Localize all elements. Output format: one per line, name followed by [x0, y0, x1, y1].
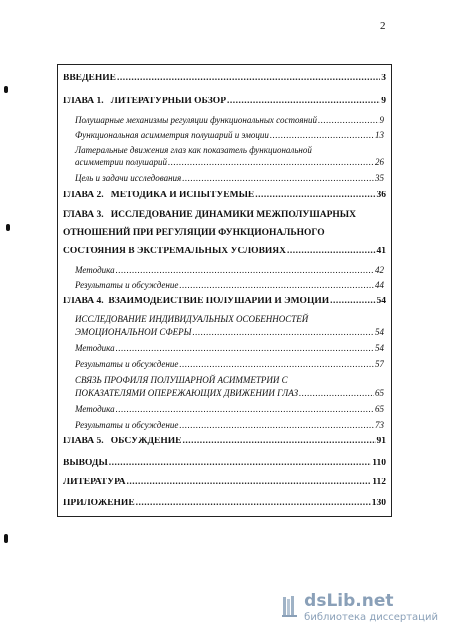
toc-leader: [227, 97, 380, 107]
toc-leader: [318, 116, 379, 125]
toc-page: 110: [372, 459, 386, 468]
toc-page: 91: [376, 437, 386, 446]
toc-page: 54: [375, 328, 384, 337]
toc-leader: [255, 191, 375, 201]
toc-page: 65: [375, 389, 384, 398]
toc-label: ЭМОЦИОНАЛЬНОЙ СФЕРЫ: [75, 328, 192, 337]
toc-label: ЛИТЕРАТУРА: [63, 478, 126, 487]
toc-label: Методика: [75, 405, 115, 414]
toc-label: Методика: [75, 266, 115, 275]
toc-page: 57: [375, 360, 384, 369]
toc-entry-chapter-3[interactable]: [63, 247, 386, 257]
toc-page: 3: [381, 74, 386, 83]
toc-label: ГЛАВА 2. МЕТОДИКА И ИСПЫТУЕМЫЕ: [63, 191, 255, 200]
toc-leader: [116, 266, 374, 275]
toc-page: 44: [375, 281, 384, 290]
toc-page: 130: [371, 499, 386, 508]
toc-leader: [179, 281, 374, 290]
toc-leader: [109, 459, 371, 469]
toc-leader: [136, 499, 371, 509]
toc-page: 65: [375, 405, 384, 414]
toc-leader: [116, 344, 374, 353]
toc-entry-goals[interactable]: [75, 174, 384, 183]
toc-label: Функциональная асимметрия полушарий и эмоции: [75, 131, 269, 140]
toc-entry-chapter-1[interactable]: [63, 97, 386, 107]
toc-page: 9: [381, 97, 386, 106]
toc-page: 13: [375, 131, 384, 140]
toc-leader: [179, 360, 374, 369]
toc-entry-ch4b-methods[interactable]: [75, 405, 384, 414]
toc-entry-individual-features-line1: ИССЛЕДОВАНИЕ ИНДИВИДУАЛЬНЫХ ОСОБЕННОСТЕЙ: [75, 314, 309, 324]
toc-leader: [287, 247, 375, 257]
toc-entry-literature[interactable]: [63, 478, 386, 488]
toc-label: Полушарные механизмы регуляции функциональных состояний: [75, 116, 317, 125]
toc-entry-lateral-eye-movements-line1: Латеральные движения глаз как показатель функциональной: [75, 145, 312, 155]
toc-label: Цель и задачи исследования: [75, 174, 182, 183]
punch-hole-mark: [4, 534, 8, 543]
toc-leader: [192, 328, 374, 337]
toc-entry-ch4b-results[interactable]: [75, 421, 384, 430]
toc-entry-ch4a-results[interactable]: [75, 360, 384, 369]
library-logo-icon: [282, 595, 298, 617]
toc-entry-asymmetry-profile-line1: СВЯЗЬ ПРОФИЛЯ ПОЛУШАРНОЙ АСИММЕТРИИ С: [75, 375, 288, 385]
toc-page: 112: [372, 478, 386, 487]
toc-page: 41: [376, 247, 386, 256]
toc-leader: [299, 389, 374, 398]
toc-leader: [182, 437, 375, 447]
toc-entry-ch3-results[interactable]: [75, 281, 384, 290]
toc-page: 36: [376, 191, 386, 200]
toc-leader: [179, 421, 374, 430]
toc-entry-chapter-2[interactable]: [63, 191, 386, 201]
toc-entry-chapter-4[interactable]: [63, 297, 386, 307]
toc-entry-conclusions[interactable]: [63, 459, 386, 469]
toc-entry-asymmetry-profile[interactable]: [75, 389, 384, 398]
toc-label: СОСТОЯНИЯ В ЭКСТРЕМАЛЬНЫХ УСЛОВИЯХ: [63, 247, 287, 256]
toc-entry-ch3-methods[interactable]: [75, 266, 384, 275]
toc-label: асимметрии полушарий: [75, 158, 167, 167]
toc-label: Результаты и обсуждение: [75, 281, 179, 290]
toc-page: 54: [375, 344, 384, 353]
toc-entry-functional-asymmetry[interactable]: [75, 131, 384, 140]
toc-page: 35: [375, 174, 384, 183]
toc-page: 9: [379, 116, 384, 125]
watermark-subtitle: библиотека диссертаций: [304, 612, 438, 623]
toc-entry-ch4a-methods[interactable]: [75, 344, 384, 353]
toc-label: ГЛАВА 4. ВЗАИМОДЕЙСТВИЕ ПОЛУШАРИЙ И ЭМОЦИИ: [63, 297, 330, 306]
toc-entry-individual-features[interactable]: [75, 328, 384, 337]
toc-entry-appendix[interactable]: [63, 499, 386, 509]
toc-label: ПОКАЗАТЕЛЯМИ ОПЕРЕЖАЮЩИХ ДВИЖЕНИЙ ГЛАЗ: [75, 389, 299, 398]
toc-page: 54: [376, 297, 386, 306]
toc-entry-introduction[interactable]: [63, 74, 386, 84]
toc-entry-chapter-5[interactable]: [63, 437, 386, 447]
toc-entry-lateral-eye-movements[interactable]: [75, 158, 384, 167]
watermark[interactable]: [282, 593, 438, 623]
toc-label: Результаты и обсуждение: [75, 360, 179, 369]
watermark-brand: dsLib.net: [304, 591, 394, 611]
page-number: 2: [380, 20, 386, 32]
toc-entry-chapter-3-line1: ГЛАВА 3. ИССЛЕДОВАНИЕ ДИНАМИКИ МЕЖПОЛУШАРНЫХ: [63, 210, 356, 220]
toc-leader: [168, 158, 374, 167]
toc-entry-hemispheric-mechanisms[interactable]: [75, 116, 384, 125]
toc-leader: [117, 74, 380, 84]
toc-label: Результаты и обсуждение: [75, 421, 179, 430]
toc-page: 26: [375, 158, 384, 167]
toc-label: ПРИЛОЖЕНИЕ: [63, 499, 135, 508]
toc-label: ГЛАВА 1. ЛИТЕРАТУРНЫЙ ОБЗОР: [63, 97, 226, 106]
toc-leader: [127, 478, 372, 488]
toc-label: ГЛАВА 5. ОБСУЖДЕНИЕ: [63, 437, 182, 446]
toc-leader: [330, 297, 375, 307]
punch-hole-mark: [6, 224, 10, 231]
toc-leader: [116, 405, 374, 414]
punch-hole-mark: [4, 86, 8, 93]
toc-page: 73: [375, 421, 384, 430]
toc-leader: [182, 174, 374, 183]
toc-label: ВЫВОДЫ: [63, 459, 108, 468]
toc-label: Методика: [75, 344, 115, 353]
toc-page: 42: [375, 266, 384, 275]
toc-leader: [270, 131, 374, 140]
toc-entry-chapter-3-line2: ОТНОШЕНИЙ ПРИ РЕГУЛЯЦИИ ФУНКЦИОНАЛЬНОГО: [63, 228, 325, 238]
toc-label: ВВЕДЕНИЕ: [63, 74, 116, 83]
